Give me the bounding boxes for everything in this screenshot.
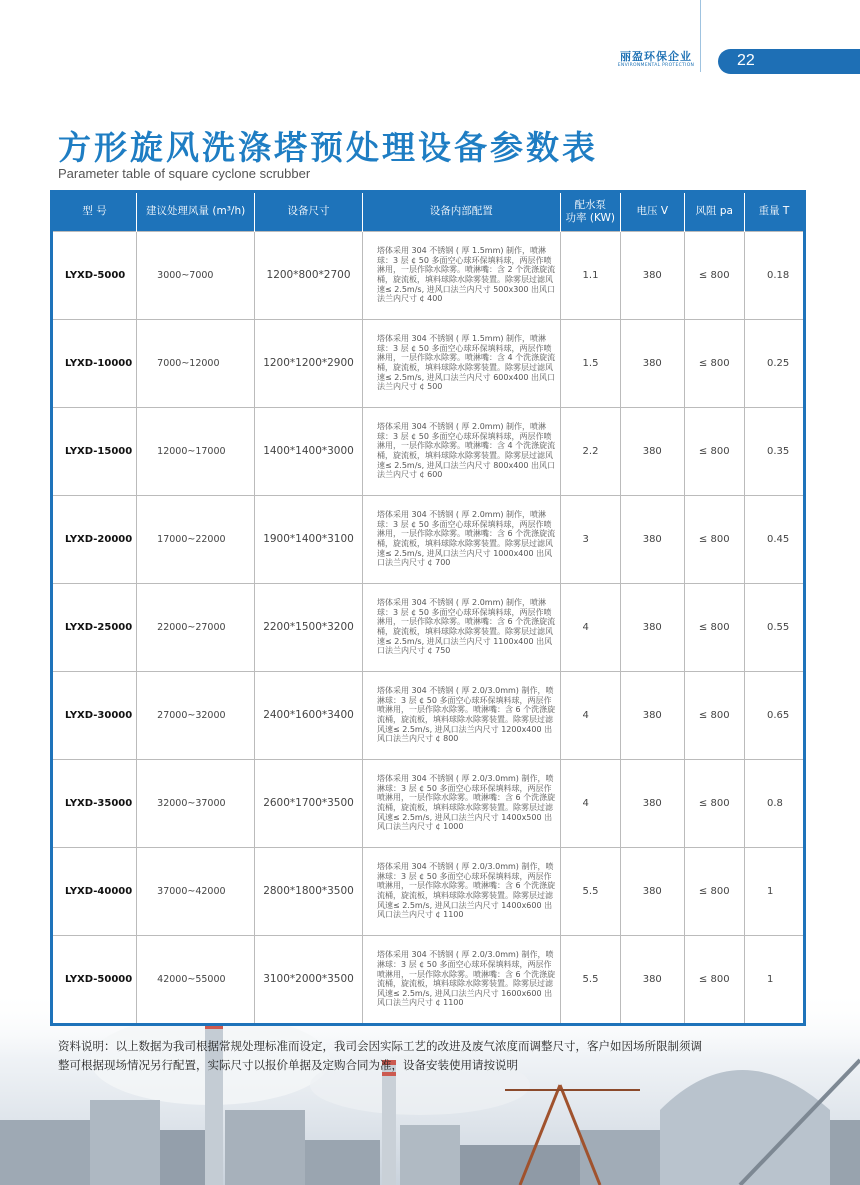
cell-model: LYXD-10000 bbox=[53, 319, 137, 407]
table-row bbox=[53, 495, 803, 583]
cell-pump: 3 bbox=[560, 495, 620, 583]
cell-airflow: 12000~17000 bbox=[137, 407, 255, 495]
brand-logo bbox=[616, 51, 696, 69]
cell-size: 3100*2000*3500 bbox=[255, 935, 363, 1023]
cell-airflow: 17000~22000 bbox=[137, 495, 255, 583]
cell-weight: 0.65 bbox=[744, 671, 803, 759]
page-number-tab bbox=[718, 49, 860, 74]
cell-config: 塔体采用 304 不锈钢 ( 厚 2.0/3.0mm) 制作，喷淋球：3 层 ¢ 50 多面空心球环保填料球，两层作喷淋用，一层作除水除雾。喷淋嘴：含 6 个洗涤旋流桶，旋流板，填料球除水除雾装置。除雾层过滤风速≤ 2.5m/s, 进风口法兰内尺寸 1600x600 出风口法兰内尺寸 ¢ 1100 bbox=[362, 935, 560, 1023]
cell-pressure: ≤ 800 bbox=[684, 671, 744, 759]
cell-model: LYXD-50000 bbox=[53, 935, 137, 1023]
cell-size: 1900*1400*3100 bbox=[255, 495, 363, 583]
table-row bbox=[53, 231, 803, 319]
header-pressure: 风阻 pa bbox=[684, 193, 744, 231]
header-pump-line1: 配水泵 bbox=[574, 198, 607, 211]
data-note: 资料说明：以上数据为我司根据常规处理标准而设定，我司会因实际工艺的改进及废气浓度而调整尺寸，客户如因场所限制须调整可根据现场情况另行配置，实际尺寸以报价单据及定购合同为准，设备安装使用请按说明 bbox=[58, 1039, 702, 1072]
cell-pump: 1.1 bbox=[560, 231, 620, 319]
cell-weight: 0.18 bbox=[744, 231, 803, 319]
page-subtitle: Parameter table of square cyclone scrubber bbox=[58, 166, 311, 181]
header-pump bbox=[560, 193, 620, 231]
cell-model: LYXD-5000 bbox=[53, 231, 137, 319]
cell-config: 塔体采用 304 不锈钢 ( 厚 2.0mm) 制作，喷淋球：3 层 ¢ 50 多面空心球环保填料球，两层作喷淋用，一层作除水除雾。喷淋嘴：含 6 个洗涤旋流桶，旋流板，填料球除水除雾装置。除雾层过滤风速≤ 2.5m/s, 进风口法兰内尺寸 1100x400 出风口法兰内尺寸 ¢ 750 bbox=[362, 583, 560, 671]
table-row bbox=[53, 583, 803, 671]
cell-model: LYXD-20000 bbox=[53, 495, 137, 583]
header-size: 设备尺寸 bbox=[255, 193, 363, 231]
header-weight: 重量 T bbox=[744, 193, 803, 231]
cell-airflow: 37000~42000 bbox=[137, 847, 255, 935]
cell-config: 塔体采用 304 不锈钢 ( 厚 1.5mm) 制作，喷淋球：3 层 ¢ 50 多面空心球环保填料球，两层作喷淋用，一层作除水除雾。喷淋嘴：含 4 个洗涤旋流桶，旋流板，填料球除水除雾装置。除雾层过滤风速≤ 2.5m/s, 进风口法兰内尺寸 600x400 出风口法兰内尺寸 ¢ 500 bbox=[362, 319, 560, 407]
cell-size: 1200*1200*2900 bbox=[255, 319, 363, 407]
cell-weight: 0.25 bbox=[744, 319, 803, 407]
header-voltage: 电压 V bbox=[621, 193, 685, 231]
cell-airflow: 42000~55000 bbox=[137, 935, 255, 1023]
cell-airflow: 7000~12000 bbox=[137, 319, 255, 407]
cell-model: LYXD-40000 bbox=[53, 847, 137, 935]
parameter-table-frame bbox=[50, 190, 806, 1026]
cell-pump: 2.2 bbox=[560, 407, 620, 495]
cell-pump: 4 bbox=[560, 671, 620, 759]
header-pump-line2: 功率 (KW) bbox=[565, 211, 615, 224]
cell-voltage: 380 bbox=[621, 935, 685, 1023]
cell-pressure: ≤ 800 bbox=[684, 495, 744, 583]
header-airflow: 建议处理风量 (m³/h) bbox=[137, 193, 255, 231]
cell-pump: 4 bbox=[560, 759, 620, 847]
cell-config: 塔体采用 304 不锈钢 ( 厚 2.0mm) 制作，喷淋球：3 层 ¢ 50 多面空心球环保填料球，两层作喷淋用，一层作除水除雾。喷淋嘴：含 6 个洗涤旋流桶，旋流板，填料球除水除雾装置。除雾层过滤风速≤ 2.5m/s, 进风口法兰内尺寸 1000x400 出风口法兰内尺寸 ¢ 700 bbox=[362, 495, 560, 583]
cell-airflow: 32000~37000 bbox=[137, 759, 255, 847]
table-row bbox=[53, 671, 803, 759]
cell-pressure: ≤ 800 bbox=[684, 583, 744, 671]
cell-size: 2600*1700*3500 bbox=[255, 759, 363, 847]
cell-pressure: ≤ 800 bbox=[684, 847, 744, 935]
cell-config: 塔体采用 304 不锈钢 ( 厚 2.0/3.0mm) 制作，喷淋球：3 层 ¢ 50 多面空心球环保填料球，两层作喷淋用，一层作除水除雾。喷淋嘴：含 6 个洗涤旋流桶，旋流板，填料球除水除雾装置。除雾层过滤风速≤ 2.5m/s, 进风口法兰内尺寸 1400x500 出风口法兰内尺寸 ¢ 1000 bbox=[362, 759, 560, 847]
table-row bbox=[53, 319, 803, 407]
header-divider bbox=[700, 0, 701, 72]
cell-size: 2200*1500*3200 bbox=[255, 583, 363, 671]
cell-pressure: ≤ 800 bbox=[684, 407, 744, 495]
cell-pressure: ≤ 800 bbox=[684, 935, 744, 1023]
cell-airflow: 22000~27000 bbox=[137, 583, 255, 671]
cell-model: LYXD-25000 bbox=[53, 583, 137, 671]
cell-voltage: 380 bbox=[621, 407, 685, 495]
cell-weight: 0.35 bbox=[744, 407, 803, 495]
cell-size: 1400*1400*3000 bbox=[255, 407, 363, 495]
cell-voltage: 380 bbox=[621, 759, 685, 847]
cell-config: 塔体采用 304 不锈钢 ( 厚 1.5mm) 制作，喷淋球：3 层 ¢ 50 多面空心球环保填料球，两层作喷淋用，一层作除水除雾。喷淋嘴：含 2 个洗涤旋流桶，旋流板，填料球除水除雾装置。除雾层过滤风速≤ 2.5m/s, 进风口法兰内尺寸 500x300 出风口法兰内尺寸 ¢ 400 bbox=[362, 231, 560, 319]
cell-pressure: ≤ 800 bbox=[684, 319, 744, 407]
cell-voltage: 380 bbox=[621, 671, 685, 759]
cell-airflow: 27000~32000 bbox=[137, 671, 255, 759]
cell-model: LYXD-35000 bbox=[53, 759, 137, 847]
cell-weight: 0.8 bbox=[744, 759, 803, 847]
cell-pump: 1.5 bbox=[560, 319, 620, 407]
page-title: 方形旋风洗涤塔预处理设备参数表 bbox=[58, 128, 598, 167]
cell-model: LYXD-15000 bbox=[53, 407, 137, 495]
cell-size: 2800*1800*3500 bbox=[255, 847, 363, 935]
table-header-row bbox=[53, 193, 803, 231]
cell-weight: 0.45 bbox=[744, 495, 803, 583]
table-row bbox=[53, 759, 803, 847]
cell-pump: 5.5 bbox=[560, 847, 620, 935]
cell-size: 2400*1600*3400 bbox=[255, 671, 363, 759]
brand-tagline: ENVIRONMENTAL PROTECTION bbox=[617, 63, 695, 68]
page-number: 22 bbox=[737, 52, 755, 69]
brand-name: 丽盈环保企业 bbox=[620, 50, 692, 63]
cell-voltage: 380 bbox=[621, 583, 685, 671]
cell-config: 塔体采用 304 不锈钢 ( 厚 2.0mm) 制作，喷淋球：3 层 ¢ 50 多面空心球环保填料球，两层作喷淋用，一层作除水除雾。喷淋嘴：含 4 个洗涤旋流桶，旋流板，填料球除水除雾装置。除雾层过滤风速≤ 2.5m/s, 进风口法兰内尺寸 800x400 出风口法兰内尺寸 ¢ 600 bbox=[362, 407, 560, 495]
cell-config: 塔体采用 304 不锈钢 ( 厚 2.0/3.0mm) 制作，喷淋球：3 层 ¢ 50 多面空心球环保填料球，两层作喷淋用，一层作除水除雾。喷淋嘴：含 6 个洗涤旋流桶，旋流板，填料球除水除雾装置。除雾层过滤风速≤ 2.5m/s, 进风口法兰内尺寸 1400x600 出风口法兰内尺寸 ¢ 1100 bbox=[362, 847, 560, 935]
cell-pressure: ≤ 800 bbox=[684, 759, 744, 847]
table-row bbox=[53, 935, 803, 1023]
cell-model: LYXD-30000 bbox=[53, 671, 137, 759]
header-config: 设备内部配置 bbox=[362, 193, 560, 231]
cell-voltage: 380 bbox=[621, 495, 685, 583]
cell-weight: 1 bbox=[744, 935, 803, 1023]
header-model: 型 号 bbox=[53, 193, 137, 231]
table-row bbox=[53, 407, 803, 495]
parameter-table bbox=[53, 193, 803, 1023]
cell-weight: 1 bbox=[744, 847, 803, 935]
cell-config: 塔体采用 304 不锈钢 ( 厚 2.0/3.0mm) 制作，喷淋球：3 层 ¢ 50 多面空心球环保填料球，两层作喷淋用，一层作除水除雾。喷淋嘴：含 6 个洗涤旋流桶，旋流板，填料球除水除雾装置。除雾层过滤风速≤ 2.5m/s, 进风口法兰内尺寸 1200x400 出风口法兰内尺寸 ¢ 800 bbox=[362, 671, 560, 759]
table-row bbox=[53, 847, 803, 935]
cell-pressure: ≤ 800 bbox=[684, 231, 744, 319]
cell-pump: 4 bbox=[560, 583, 620, 671]
cell-voltage: 380 bbox=[621, 231, 685, 319]
cell-size: 1200*800*2700 bbox=[255, 231, 363, 319]
cell-voltage: 380 bbox=[621, 319, 685, 407]
cell-voltage: 380 bbox=[621, 847, 685, 935]
cell-weight: 0.55 bbox=[744, 583, 803, 671]
cell-pump: 5.5 bbox=[560, 935, 620, 1023]
cell-airflow: 3000~7000 bbox=[137, 231, 255, 319]
